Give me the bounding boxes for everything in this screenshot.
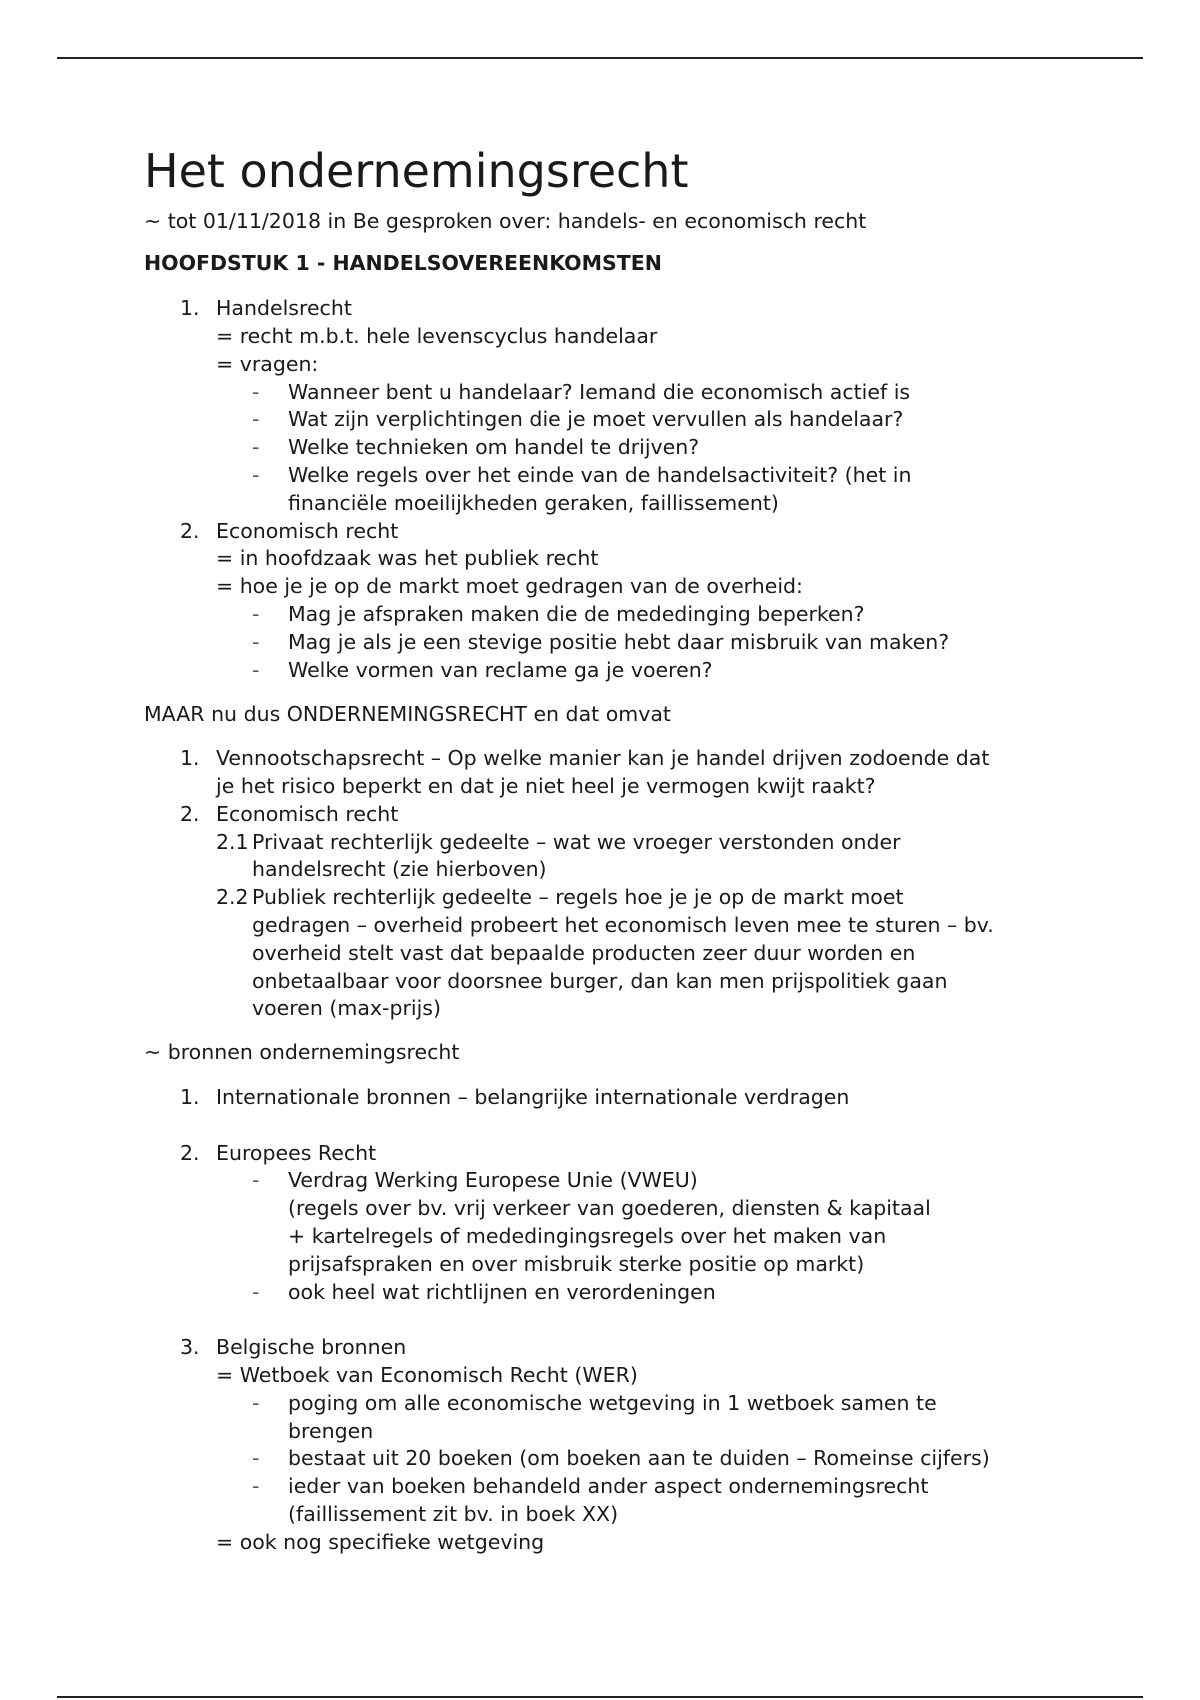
sub-list-text: Publiek rechterlijk gedeelte – regels hoe je je op de markt moet [252,885,904,909]
bullet-dash: - [252,1280,260,1304]
bullet-text: Welke technieken om handel te drijven? [288,435,700,459]
bullet-text: bestaat uit 20 boeken (om boeken aan te duiden – Romeinse cijfers) [288,1446,990,1470]
bullet-dash: - [252,1446,260,1470]
subtitle: ~ tot 01/11/2018 in Be gesproken over: handels- en economisch recht [144,209,867,233]
bullet-text: Mag je afspraken maken die de mededinging beperken? [288,602,865,626]
chapter-heading: HOOFDSTUK 1 - HANDELSOVEREENKOMSTEN [144,251,662,275]
list-number: 3. [180,1335,200,1359]
bullet-dash: - [252,463,260,487]
sub-list-number: 2.1 [216,830,249,854]
list-item-label: Internationale bronnen – belangrijke internationale verdragen [216,1085,850,1109]
bullet-dash: - [252,1168,260,1192]
bullet-text: Wat zijn verplichtingen die je moet vervullen als handelaar? [288,407,904,431]
bullet-text-continued: financiële moeilijkheden geraken, faillissement) [288,491,779,515]
list-number: 2. [180,519,200,543]
list-item-label: Europees Recht [216,1141,377,1165]
sub-list-text: onbetaalbaar voor doorsnee burger, dan kan men prijspolitiek gaan [252,969,948,993]
sub-list-text: Privaat rechterlijk gedeelte – wat we vroeger verstonden onder [252,830,901,854]
list-item-label: Economisch recht [216,519,399,543]
bullet-dash: - [252,658,260,682]
list-item-continued: je het risico beperkt en dat je niet heel je vermogen kwijt raakt? [216,774,876,798]
definition-line: = vragen: [216,352,319,376]
list-item-label: Economisch recht [216,802,399,826]
list-number: 1. [180,296,200,320]
bullet-text: Verdrag Werking Europese Unie (VWEU) [288,1168,698,1192]
bullet-text: poging om alle economische wetgeving in 1 wetboek samen te [288,1391,937,1415]
bullet-text: ieder van boeken behandeld ander aspect ondernemingsrecht [288,1474,929,1498]
definition-line: = Wetboek van Economisch Recht (WER) [216,1363,638,1387]
paragraph: MAAR nu dus ONDERNEMINGSRECHT en dat omvat [144,702,671,726]
sub-list-number: 2.2 [216,885,249,909]
definition-line: = ook nog specifieke wetgeving [216,1530,545,1554]
list-number: 2. [180,802,200,826]
sub-list-text: overheid stelt vast dat bepaalde producten zeer duur worden en [252,941,916,965]
list-item-label: Handelsrecht [216,296,352,320]
bullet-text: Mag je als je een stevige positie hebt daar misbruik van maken? [288,630,950,654]
bullet-dash: - [252,602,260,626]
page-title: Het ondernemingsrecht [144,144,689,198]
definition-line: = in hoofdzaak was het publiek recht [216,546,599,570]
bullet-dash: - [252,630,260,654]
bullet-text: Welke regels over het einde van de handelsactiviteit? (het in [288,463,912,487]
list-item-label: Vennootschapsrecht – Op welke manier kan je handel drijven zodoende dat [216,746,990,770]
bullet-dash: - [252,1474,260,1498]
top-rule [57,57,1143,59]
definition-line: = recht m.b.t. hele levenscyclus handelaar [216,324,658,348]
sub-list-text: handelsrecht (zie hierboven) [252,857,547,881]
bottom-rule [57,1696,1143,1698]
bullet-text-continued: (regels over bv. vrij verkeer van goederen, diensten & kapitaal [288,1196,931,1220]
bullet-dash: - [252,1391,260,1415]
bullet-text-continued: brengen [288,1419,374,1443]
bullet-dash: - [252,407,260,431]
sub-list-text: gedragen – overheid probeert het economisch leven mee te sturen – bv. [252,913,994,937]
paragraph: ~ bronnen ondernemingsrecht [144,1040,460,1064]
list-number: 2. [180,1141,200,1165]
list-number: 1. [180,1085,200,1109]
list-number: 1. [180,746,200,770]
bullet-text-continued: prijsafspraken en over misbruik sterke positie op markt) [288,1252,865,1276]
bullet-text-continued: + kartelregels of mededingingsregels over het maken van [288,1224,887,1248]
sub-list-text: voeren (max-prijs) [252,996,441,1020]
bullet-dash: - [252,435,260,459]
bullet-text: Welke vormen van reclame ga je voeren? [288,658,713,682]
bullet-dash: - [252,380,260,404]
bullet-text: ook heel wat richtlijnen en verordeningen [288,1280,716,1304]
bullet-text: Wanneer bent u handelaar? Iemand die economisch actief is [288,380,911,404]
list-item-label: Belgische bronnen [216,1335,407,1359]
bullet-text-continued: (faillissement zit bv. in boek XX) [288,1502,619,1526]
definition-line: = hoe je je op de markt moet gedragen van de overheid: [216,574,803,598]
